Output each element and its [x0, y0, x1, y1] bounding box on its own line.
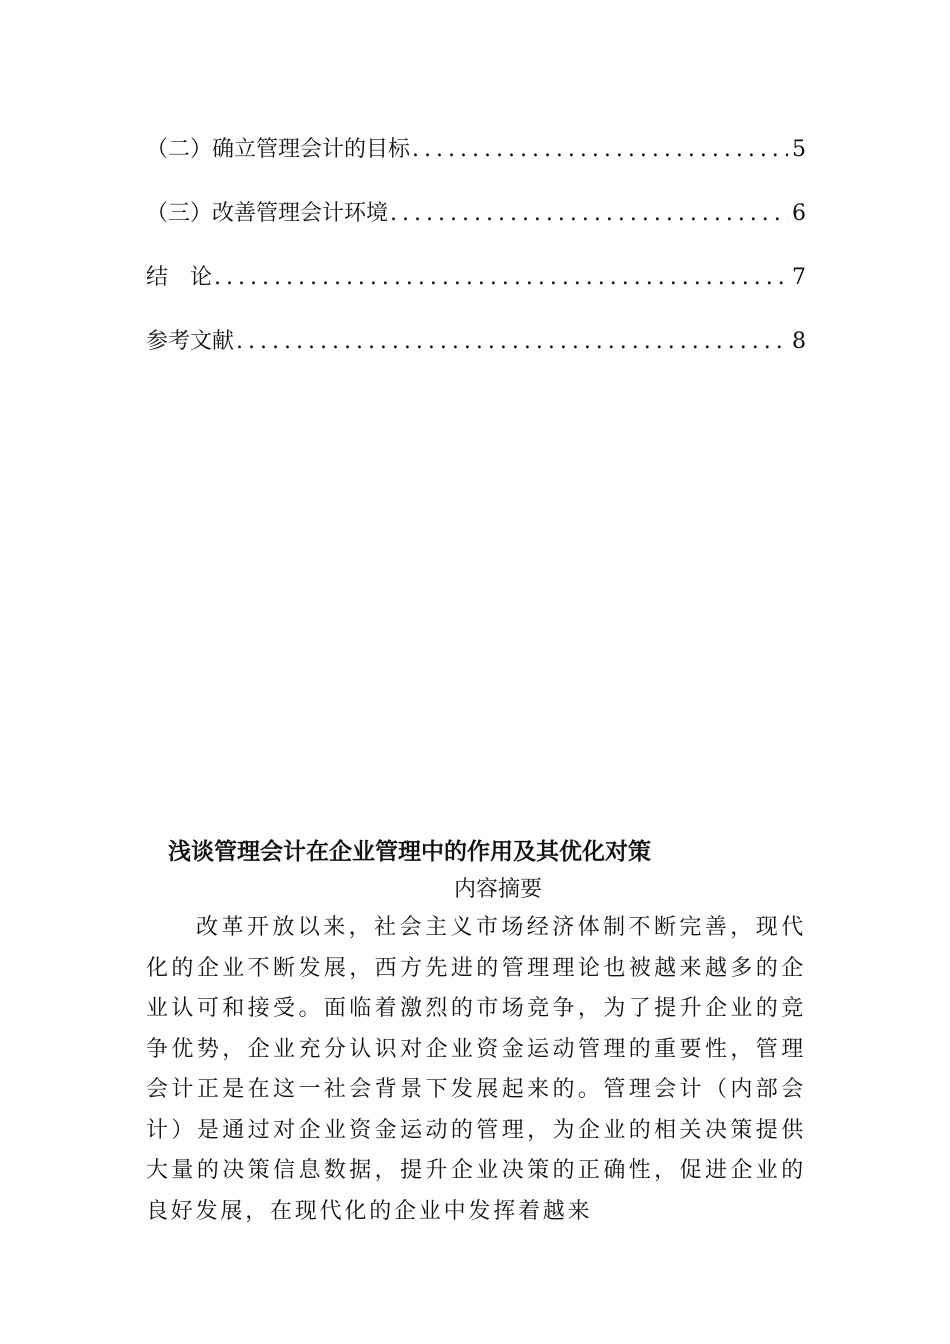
toc-entry[interactable] [146, 320, 806, 384]
toc-leader-dots [412, 128, 788, 172]
abstract-body: 改革开放以来，社会主义市场经济体制不断完善，现代化的企业不断发展，西方先进的管理理论也被越来越多的企业认可和接受。面临着激烈的市场竞争，为了提升企业的竞争优势，企业充分认识对企业资金运动管理的重要性，管理会计正是在这一社会背景下发展起来的。管理会计（内部会计）是通过对企业资金运动的管理，为企业的相关决策提供大量的决策信息数据，提升企业决策的正确性，促进企业的良好发展，在现代化的企业中发挥着越来 [146, 915, 806, 1224]
toc-entry-label: （三）改善管理会计环境 [146, 201, 389, 226]
abstract-heading: 内容摘要 [453, 877, 542, 902]
toc-entry-label: 参考文献 [146, 329, 235, 354]
toc-leader-dots [390, 192, 788, 236]
toc-entry[interactable] [146, 192, 806, 256]
paper-title: 浅谈管理会计在企业管理中的作用及其优化对策 [168, 839, 651, 865]
toc-entry-page: 7 [792, 265, 806, 290]
toc-entry-page: 8 [792, 329, 806, 354]
toc-entry[interactable] [146, 256, 806, 320]
toc-entry-page: 6 [792, 201, 806, 226]
toc-entry-page: 5 [792, 137, 806, 162]
table-of-contents [146, 128, 806, 384]
toc-entry-label: 结 论 [146, 265, 213, 290]
toc-entry[interactable] [146, 128, 806, 192]
toc-leader-dots [214, 256, 788, 300]
toc-leader-dots [236, 320, 788, 364]
toc-entry-label: （二）确立管理会计的目标 [146, 137, 411, 162]
